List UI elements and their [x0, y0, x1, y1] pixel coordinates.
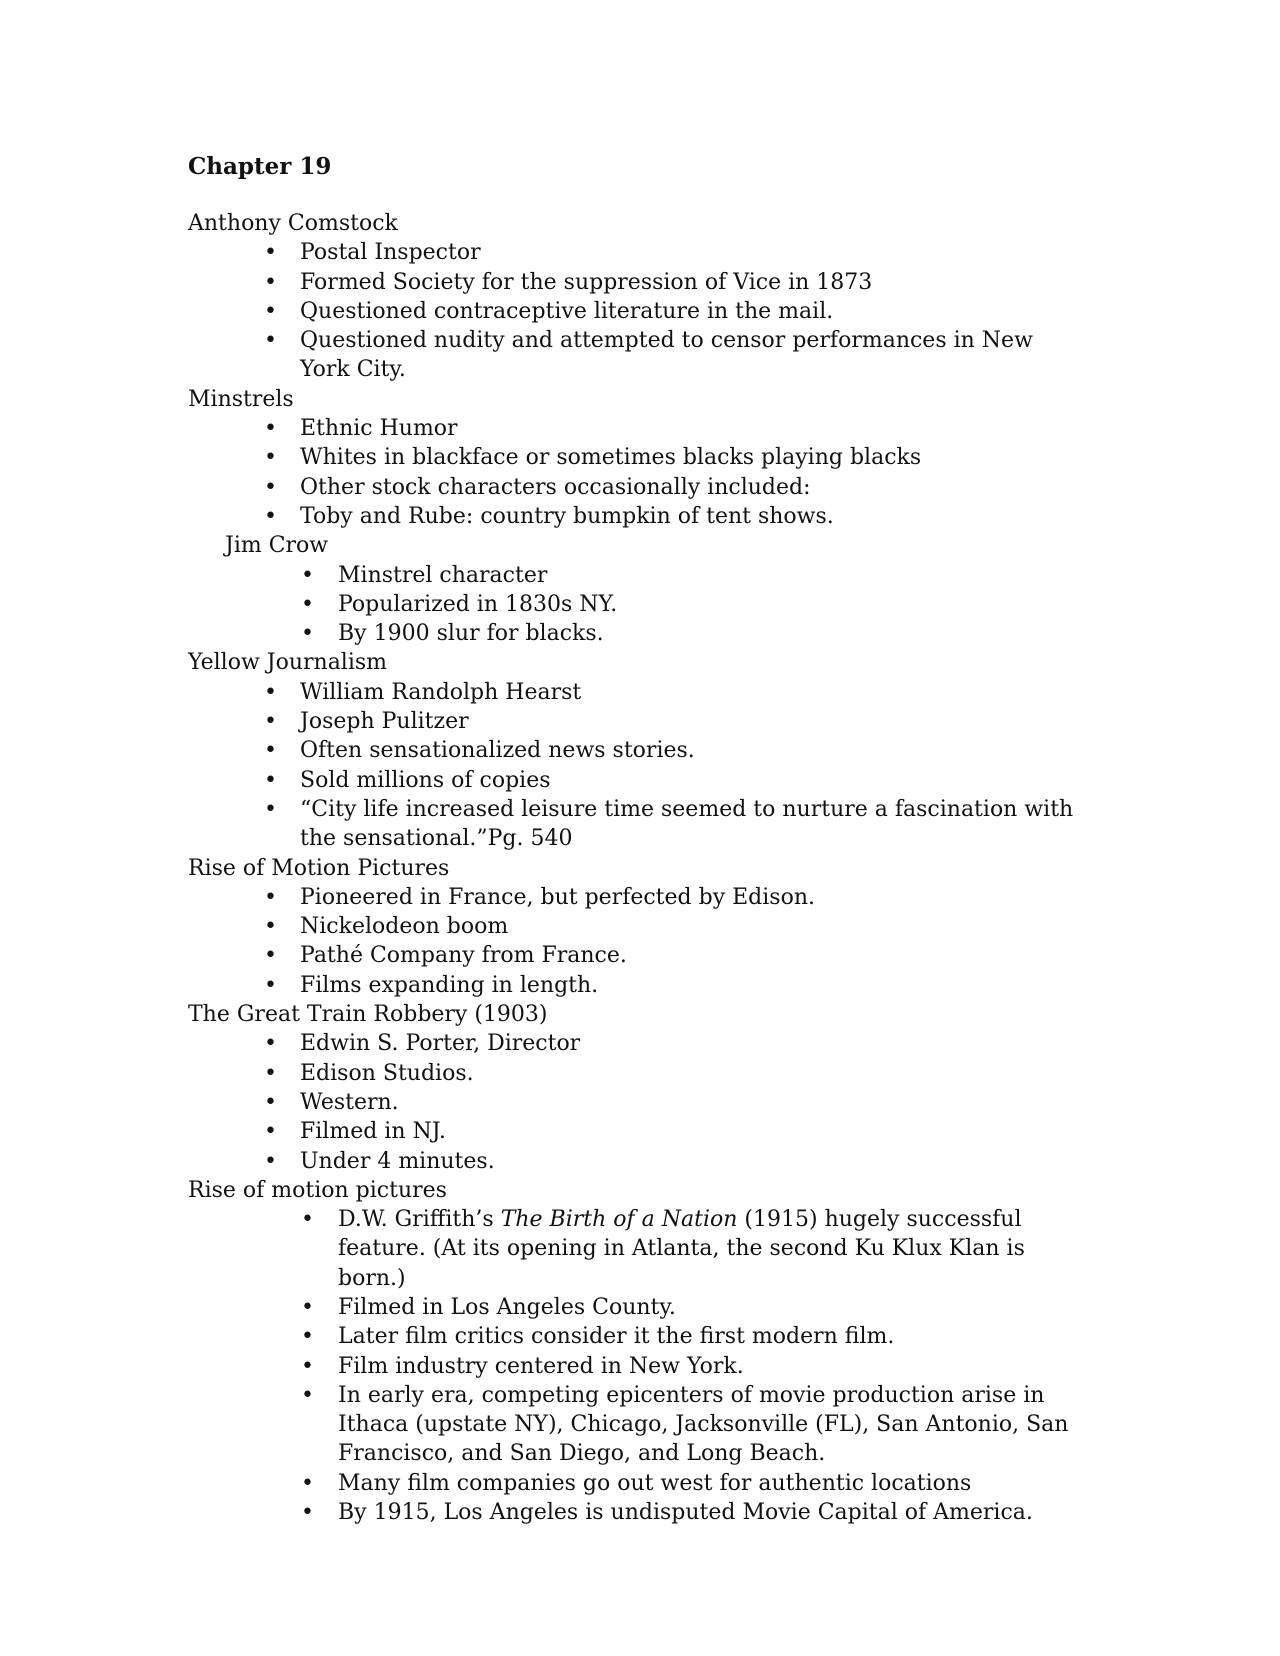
bullet-icon: •: [264, 240, 277, 266]
film-title-italic: The Birth of a Nation: [500, 1207, 738, 1233]
bullet-icon: •: [264, 943, 277, 969]
bullet-list-rise-of-motion-pictures: [188, 883, 1088, 1000]
list-item: • Whites in blackface or sometimes blacks playing blacks: [188, 443, 1088, 472]
section-heading-yellow-journalism: Yellow Journalism: [188, 650, 388, 676]
bullet-icon: •: [264, 503, 277, 529]
bullet-icon: •: [264, 416, 277, 442]
bullet-icon: •: [264, 767, 277, 793]
bullet-icon: •: [264, 796, 277, 822]
list-item: • By 1900 slur for blacks.: [188, 619, 1088, 648]
list-item: • Under 4 minutes.: [188, 1147, 1088, 1176]
bullet-icon: •: [264, 445, 277, 471]
list-item-text-after: (1915) hugely successful feature. (At its opening in Atlanta, the second Ku Klux Klan is born.): [338, 1207, 1025, 1291]
list-item: • Toby and Rube: country bumpkin of tent shows.: [188, 502, 1088, 531]
list-item: • Western.: [188, 1088, 1088, 1117]
bullet-icon: •: [264, 269, 277, 295]
list-item: • Film industry centered in New York.: [188, 1352, 1088, 1381]
bullet-icon: •: [301, 591, 314, 617]
list-item: • Pathé Company from France.: [188, 941, 1088, 970]
list-item: • “City life increased leisure time seemed to nurture a fascination with the sensational.”Pg. 540: [264, 796, 1074, 852]
list-item: • Films expanding in length.: [188, 971, 1088, 1000]
list-item: • Postal Inspector: [188, 238, 1088, 267]
bullet-icon: •: [264, 1089, 277, 1115]
bullet-list-rise-of-motion-pictures-2: [188, 1205, 1088, 1527]
list-item: • Edison Studios.: [188, 1059, 1088, 1088]
list-item: • Often sensationalized news stories.: [188, 736, 1088, 765]
bullet-icon: •: [264, 1031, 277, 1057]
bullet-icon: •: [264, 914, 277, 940]
bullet-icon: •: [264, 884, 277, 910]
bullet-list-great-train-robbery: [188, 1029, 1088, 1175]
bullet-icon: •: [301, 1382, 314, 1408]
list-item: • Sold millions of copies: [188, 766, 1088, 795]
section-heading-minstrels: Minstrels: [188, 386, 294, 412]
list-item: • Popularized in 1830s NY.: [188, 590, 1088, 619]
list-item: • In early era, competing epicenters of movie production arise in Ithaca (upstate NY), Chicago, Jacksonville (FL), San Antonio, San Francisco, and San Diego, and Long Beach.: [301, 1382, 1069, 1467]
bullet-icon: •: [264, 298, 277, 324]
list-item: • Filmed in NJ.: [188, 1117, 1088, 1146]
list-item: • Questioned contraceptive literature in the mail.: [188, 297, 1088, 326]
section-heading-great-train-robbery: The Great Train Robbery (1903): [188, 1002, 548, 1028]
list-item: • Ethnic Humor: [188, 414, 1088, 443]
list-item: • Other stock characters occasionally included:: [188, 473, 1088, 502]
bullet-icon: •: [264, 328, 277, 354]
bullet-icon: •: [301, 1353, 314, 1379]
bullet-icon: •: [264, 1148, 277, 1174]
bullet-icon: •: [301, 1294, 314, 1320]
list-item: [188, 1205, 1088, 1293]
list-item: • Questioned nudity and attempted to censor performances in New York City.: [264, 328, 1033, 383]
list-item: • Nickelodeon boom: [188, 912, 1088, 941]
bullet-icon: •: [301, 1470, 314, 1496]
section-heading-rise-of-motion-pictures: Rise of Motion Pictures: [188, 855, 450, 881]
bullet-icon: •: [264, 679, 277, 705]
bullet-list-jim-crow: [188, 561, 1088, 649]
bullet-icon: •: [264, 738, 277, 764]
bullet-icon: •: [301, 1207, 314, 1233]
bullet-icon: •: [301, 562, 314, 588]
list-item: • Joseph Pulitzer: [188, 707, 1088, 736]
document-page: [188, 150, 1088, 1527]
section-heading-anthony-comstock: Anthony Comstock: [188, 211, 398, 236]
bullet-list-anthony-comstock: [188, 238, 1088, 384]
section-heading-jim-crow: Jim Crow: [225, 533, 329, 559]
bullet-icon: •: [264, 474, 277, 500]
list-item: • Later film critics consider it the first modern film.: [188, 1322, 1088, 1351]
bullet-list-minstrels: [188, 414, 1088, 531]
list-item-text-before: D.W. Griffith’s: [338, 1207, 501, 1233]
bullet-icon: •: [264, 709, 277, 735]
bullet-icon: •: [301, 1324, 314, 1350]
section-heading-rise-of-motion-pictures-2: Rise of motion pictures: [188, 1177, 447, 1203]
bullet-icon: •: [264, 1119, 277, 1145]
bullet-icon: •: [301, 1500, 314, 1526]
list-item: • Minstrel character: [188, 561, 1088, 590]
page-title: Chapter 19: [188, 153, 332, 180]
bullet-icon: •: [301, 621, 314, 647]
list-item: • William Randolph Hearst: [188, 678, 1088, 707]
bullet-list-yellow-journalism: [188, 678, 1088, 854]
list-item: • Formed Society for the suppression of Vice in 1873: [188, 268, 1088, 297]
list-item: • Edwin S. Porter, Director: [188, 1029, 1088, 1058]
list-item: • Filmed in Los Angeles County.: [188, 1293, 1088, 1322]
list-item: • Pioneered in France, but perfected by Edison.: [188, 883, 1088, 912]
bullet-icon: •: [264, 1060, 277, 1086]
list-item: • Many film companies go out west for authentic locations: [188, 1469, 1088, 1498]
bullet-icon: •: [264, 972, 277, 998]
list-item: • By 1915, Los Angeles is undisputed Movie Capital of America.: [188, 1498, 1088, 1527]
